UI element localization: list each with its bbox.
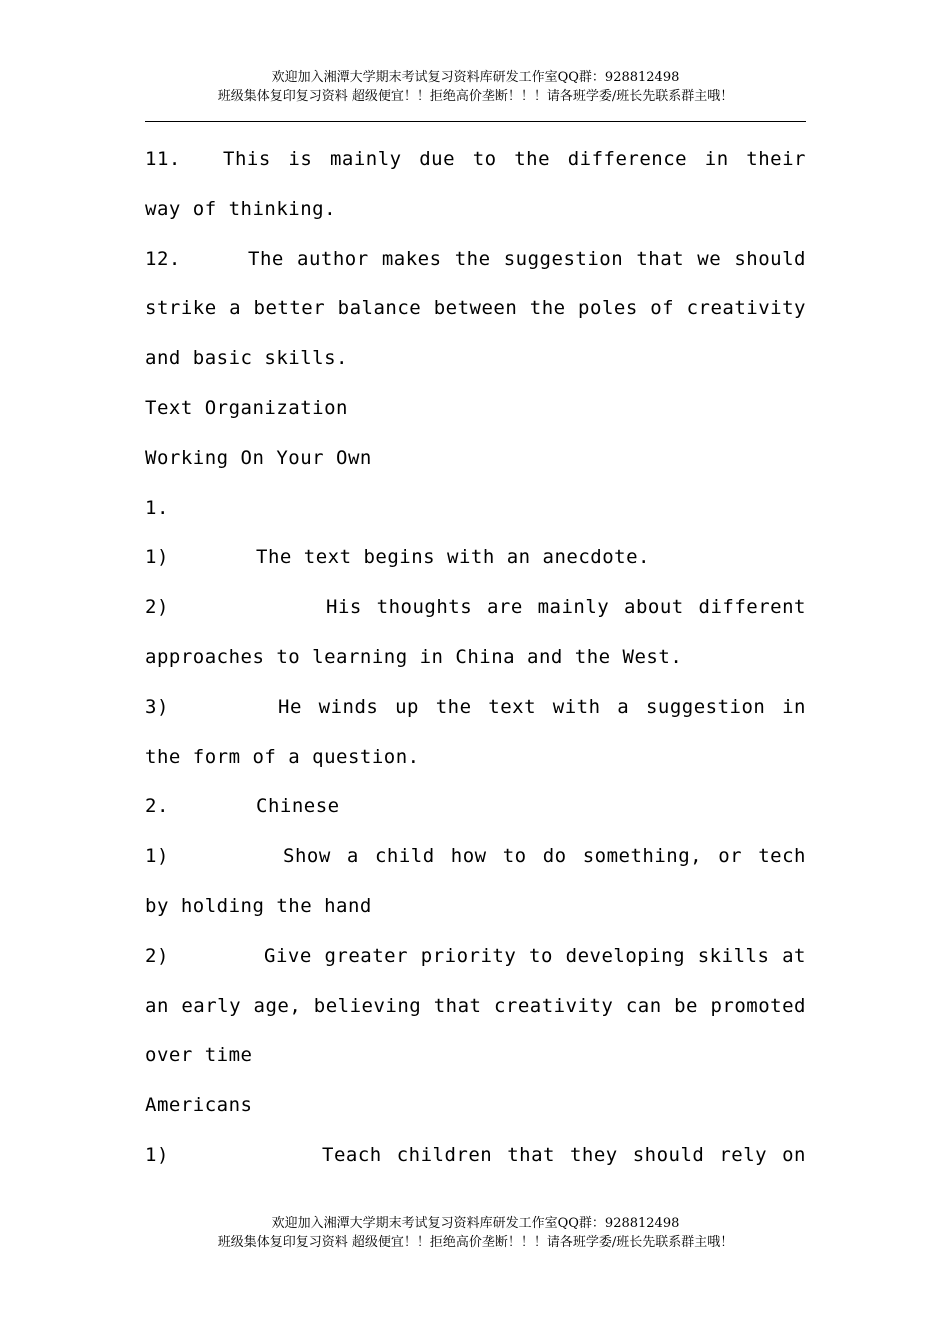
document-body	[145, 135, 806, 1181]
item-number: 2)	[145, 944, 169, 967]
footer-line-2: 班级集体复印复习资料 超级便宜！！拒绝高价垄断！！！请各班学委/班长先联系群主哦！	[217, 1235, 734, 1250]
item-number: 1)	[145, 1143, 169, 1166]
item-text: The text begins with an anecdote.	[256, 546, 650, 569]
answer-item-11	[145, 135, 806, 235]
list-item	[145, 932, 806, 1081]
page-footer	[145, 1214, 806, 1252]
item-text: He winds up the text with a suggestion in the form of a question.	[145, 695, 806, 768]
part-heading	[145, 782, 806, 832]
item-number: 1)	[145, 546, 169, 569]
item-text: Give greater priority to developing skills at an early age, believing that creativity can be promoted over time	[145, 944, 806, 1067]
item-number: 2)	[145, 596, 169, 619]
list-item	[145, 583, 806, 683]
item-text: Teach children that they should rely on	[322, 1143, 806, 1166]
section-heading: Text Organization	[145, 396, 348, 419]
header-line-2: 班级集体复印复习资料 超级便宜！！拒绝高价垄断！！！请各班学委/班长先联系群主哦！	[217, 89, 734, 104]
list-item	[145, 1131, 806, 1181]
footer-line-1: 欢迎加入湘潭大学期末考试复习资料库研发工作室QQ群：928812498	[271, 1216, 680, 1231]
header-divider	[145, 121, 806, 122]
item-text: Show a child how to do something, or tech by holding the hand	[145, 845, 806, 917]
group-label: Americans	[145, 1094, 253, 1117]
subsection-heading: Working On Your Own	[145, 446, 372, 469]
list-item	[145, 683, 806, 783]
list-item	[145, 832, 806, 932]
item-number: 11.	[145, 148, 181, 170]
header-line-1: 欢迎加入湘潭大学期末考试复习资料库研发工作室QQ群：928812498	[271, 70, 680, 85]
item-number: 1)	[145, 845, 169, 868]
item-number: 3)	[145, 695, 169, 718]
item-text: Chinese	[256, 795, 340, 818]
item-text: The author makes the suggestion that we should strike a better balance between the poles of creativity and basic skills.	[145, 247, 806, 370]
page-header	[145, 68, 806, 106]
item-number: 2.	[145, 795, 169, 818]
answer-item-12	[145, 235, 806, 384]
item-text: His thoughts are mainly about different approaches to learning in China and the West.	[145, 596, 806, 668]
item-text: This is mainly due to the difference in their way of thinking.	[145, 148, 806, 220]
list-item	[145, 533, 806, 583]
part-number: 1.	[145, 496, 169, 519]
item-number: 12.	[145, 247, 181, 270]
